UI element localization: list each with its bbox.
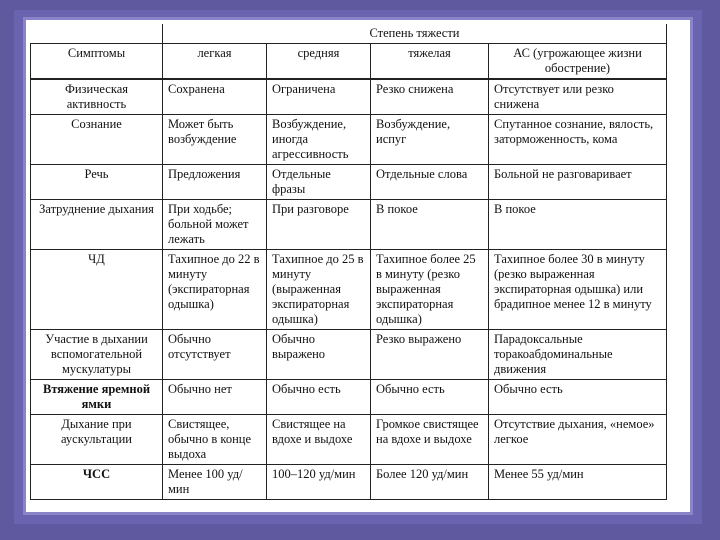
table-row	[31, 165, 667, 200]
column-header-life-threatening: АС (угрожающее жизни обострение)	[489, 44, 667, 80]
table-cell: В покое	[371, 200, 489, 250]
symptoms-header: Симптомы	[31, 44, 163, 80]
symptom-cell: Речь	[31, 165, 163, 200]
symptom-cell: ЧД	[31, 250, 163, 330]
table-cell: Обычно отсутствует	[163, 330, 267, 380]
document-page	[26, 20, 690, 512]
table-cell: 100–120 уд/мин	[267, 465, 371, 500]
table-cell: Спутанное сознание, вялость, заторможенность, кома	[489, 115, 667, 165]
table-cell: Предложения	[163, 165, 267, 200]
table-cell: При разговоре	[267, 200, 371, 250]
table-cell: Обычно есть	[371, 380, 489, 415]
column-header-moderate: средняя	[267, 44, 371, 80]
table-cell: Парадоксальные торакоабдоминальные движения	[489, 330, 667, 380]
table-cell: Сохранена	[163, 79, 267, 115]
table-cell: Обычно нет	[163, 380, 267, 415]
table-row	[31, 79, 667, 115]
symptom-cell: ЧСС	[31, 465, 163, 500]
table-row	[31, 380, 667, 415]
table-cell: Отсутствует или резко снижена	[489, 79, 667, 115]
table-cell: Отдельные слова	[371, 165, 489, 200]
table-cell: Тахипное более 30 в минуту (резко выраженная экспираторная одышка) или брадипное менее 12 в минуту	[489, 250, 667, 330]
table-cell: Тахипное до 22 в минуту (экспираторная одышка)	[163, 250, 267, 330]
table-row	[31, 200, 667, 250]
table-cell: При ходьбе; больной может лежать	[163, 200, 267, 250]
table-cell: Менее 55 уд/мин	[489, 465, 667, 500]
table-cell: В покое	[489, 200, 667, 250]
symptom-cell: Дыхание при аускультации	[31, 415, 163, 465]
table-cell: Отдельные фразы	[267, 165, 371, 200]
table-row	[31, 465, 667, 500]
table-cell: Отсутствие дыхания, «немое» легкое	[489, 415, 667, 465]
table-row	[31, 330, 667, 380]
table-cell: Менее 100 уд/мин	[163, 465, 267, 500]
symptom-cell: Сознание	[31, 115, 163, 165]
table-cell: Тахипное более 25 в минуту (резко выраженная экспираторная одышка)	[371, 250, 489, 330]
table-cell: Свистящее на вдохе и выдохе	[267, 415, 371, 465]
severity-group-header: Степень тяжести	[163, 24, 667, 44]
column-header-mild: легкая	[163, 44, 267, 80]
symptom-cell: Физическая активность	[31, 79, 163, 115]
table-row	[31, 250, 667, 330]
symptom-cell: Затруднение дыхания	[31, 200, 163, 250]
table-row	[31, 415, 667, 465]
table-cell: Резко снижена	[371, 79, 489, 115]
table-cell: Громкое свистящее на вдохе и выдохе	[371, 415, 489, 465]
severity-table	[30, 24, 667, 500]
table-cell: Более 120 уд/мин	[371, 465, 489, 500]
table-cell: Может быть возбуждение	[163, 115, 267, 165]
table-cell: Тахипное до 25 в минуту (выраженная экспираторная одышка)	[267, 250, 371, 330]
table-cell: Свистящее, обычно в конце выдоха	[163, 415, 267, 465]
table-cell: Возбуждение, иногда агрессивность	[267, 115, 371, 165]
column-header-severe: тяжелая	[371, 44, 489, 80]
table-cell: Резко выражено	[371, 330, 489, 380]
table-row	[31, 115, 667, 165]
table-cell: Обычно есть	[489, 380, 667, 415]
table-cell: Обычно выражено	[267, 330, 371, 380]
table-cell: Больной не разговаривает	[489, 165, 667, 200]
table-cell: Ограничена	[267, 79, 371, 115]
table-cell: Обычно есть	[267, 380, 371, 415]
header-blank-cell	[31, 24, 163, 44]
symptom-cell: Втяжение яремной ямки	[31, 380, 163, 415]
table-cell: Возбуждение, испуг	[371, 115, 489, 165]
symptom-cell: Участие в дыхании вспомогательной мускулатуры	[31, 330, 163, 380]
